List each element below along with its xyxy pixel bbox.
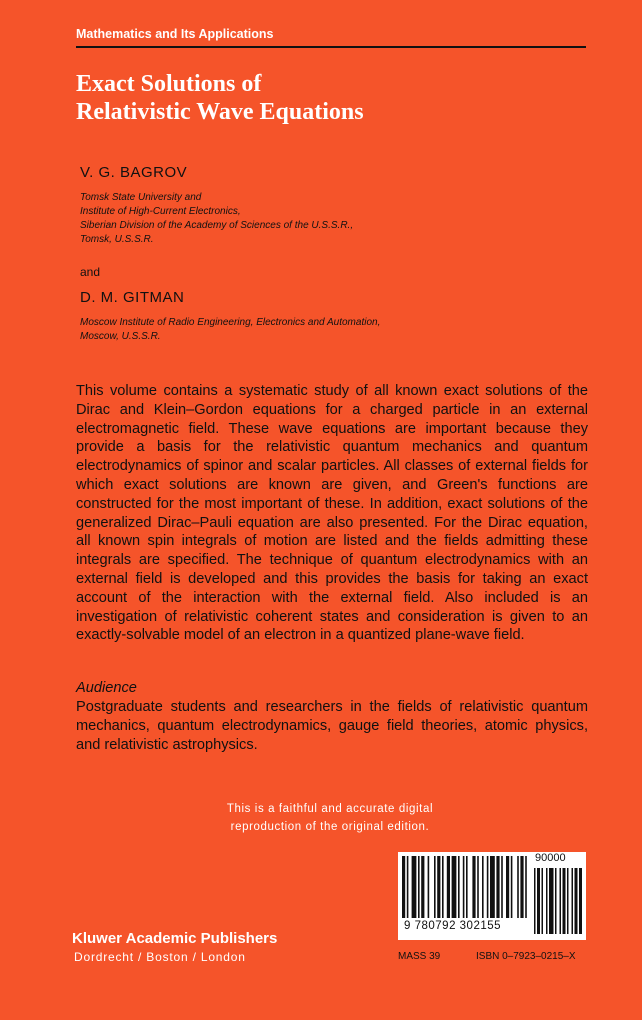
barcode-bar: [511, 856, 513, 918]
affiliation-line: Moscow, U.S.S.R.: [80, 331, 161, 342]
barcode-bar: [458, 856, 460, 918]
affiliation-line: Institute of High-Current Electronics,: [80, 206, 241, 217]
title-line-2: Relativistic Wave Equations: [76, 99, 364, 125]
header-rule: [76, 46, 586, 48]
publisher-name: Kluwer Academic Publishers: [72, 930, 278, 947]
barcode-bar: [402, 856, 405, 918]
reproduction-note: [180, 800, 480, 836]
author-2-affiliation: [80, 316, 380, 344]
audience-label: Audience: [76, 680, 137, 696]
barcode-bar: [421, 856, 424, 918]
barcode-addon-bar: [542, 868, 544, 934]
barcode-bar: [452, 856, 457, 918]
author-1-affiliation: [80, 191, 353, 247]
audience-text: Postgraduate students and researchers in the fields of relativistic quantum mechanics, quantum electrodynamics, gauge field theories, atomic physics, and relativistic astrophysics.: [76, 699, 588, 753]
note-line-2: reproduction of the original edition.: [230, 821, 430, 833]
series-number: MASS 39: [398, 951, 441, 962]
abstract-text: This volume contains a systematic study of all known exact solutions of the Dirac and Klein–Gordon equations for a charged particle in an external electromagnetic field. These wave equations are important because they provide a basis for the relativistic quantum mechanics and quantum electrodynamics of spinor and scalar particles. All classes of external fields for which exact solutions are known are given, and Green's functions are constructed for the most important of these. In addition, exact solutions of the generalized Dirac–Pauli equation are also presented. For the Dirac equation, all known spin integrals of motion are listed and the fields admitting these integrals are specified. The technique of quantum electrodynamics with an external field is developed and this provides the basis for taking an exact account of the interaction with the external field. Also included is an investigation of relativistic coherent states and consideration is given to an exactly-solvable model of an electron in a quantized plane-wave field.: [76, 383, 588, 644]
barcode-bar: [466, 856, 468, 918]
barcode-bar: [434, 856, 436, 918]
isbn: ISBN 0–7923–0215–X: [476, 951, 576, 962]
barcode-bar: [496, 856, 499, 918]
affiliation-line: Moscow Institute of Radio Engineering, Electronics and Automation,: [80, 317, 381, 328]
barcode-addon-bar: [534, 868, 536, 934]
barcode-bar: [463, 856, 465, 918]
barcode-addon-bar: [572, 868, 574, 934]
barcode-bar: [442, 856, 444, 918]
author-1-name: V. G. BAGROV: [80, 164, 188, 181]
barcode-addon-bar: [555, 868, 557, 934]
author-2-name: D. M. GITMAN: [80, 289, 185, 306]
affiliation-line: Siberian Division of the Academy of Sciences of the U.S.S.R.,: [80, 220, 354, 231]
barcode-bar: [506, 856, 509, 918]
barcode-addon-bar: [567, 868, 569, 934]
barcode-bar: [482, 856, 484, 918]
barcode-bar: [437, 856, 440, 918]
barcode-bar: [418, 856, 420, 918]
series-title: Mathematics and Its Applications: [76, 27, 274, 41]
barcode-bar: [490, 856, 495, 918]
barcode-addon-bar: [546, 868, 548, 934]
barcode-bar: [428, 856, 430, 918]
barcode-addon-bar: [575, 868, 578, 934]
affiliation-line: Tomsk State University and: [80, 192, 202, 203]
barcode-addon-bar: [537, 868, 540, 934]
title-line-1: Exact Solutions of: [76, 71, 262, 97]
publisher-cities: Dordrecht / Boston / London: [74, 950, 246, 964]
barcode-bar: [412, 856, 417, 918]
note-line-1: This is a faithful and accurate digital: [226, 803, 434, 815]
barcode-bar: [487, 856, 489, 918]
barcode-addon-bar: [560, 868, 562, 934]
barcode-bar: [447, 856, 450, 918]
barcode-bar: [407, 856, 409, 918]
barcode-bar: [517, 856, 519, 918]
barcode-addon-bar: [579, 868, 582, 934]
and-conjunction: and: [80, 265, 101, 279]
barcode-digits: 9 780792 302155: [404, 920, 502, 932]
barcode-addon-bar: [549, 868, 554, 934]
barcode-bar: [525, 856, 527, 918]
barcode-price-code: 90000: [535, 852, 566, 864]
barcode-bar: [501, 856, 503, 918]
barcode-addon-bar: [563, 868, 566, 934]
book-title: [76, 70, 364, 126]
barcode-bar: [472, 856, 475, 918]
barcode-bar: [520, 856, 523, 918]
affiliation-line: Tomsk, U.S.S.R.: [80, 234, 154, 245]
barcode-bar: [477, 856, 479, 918]
